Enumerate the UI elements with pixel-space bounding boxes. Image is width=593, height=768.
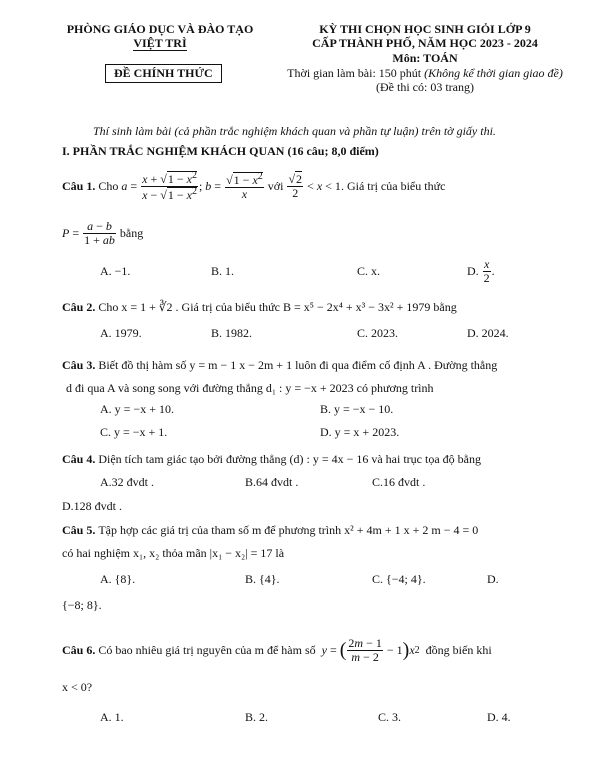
- question-label: Câu 3.: [62, 358, 96, 372]
- option-c: C.16 đvdt .: [372, 475, 426, 489]
- question-1: Câu 1. Cho a = $\frac{x + √1 - x^2}{x - √1 - x^2}$ ; b = $\frac{√1 - x^2}{x}$ với $\frac{√2}{2}$ < x < 1 . Giá trị của biểu thức: [62, 169, 446, 202]
- option-c: C. {−4; 4}.: [372, 572, 426, 586]
- question-text: Có bao nhiêu giá trị nguyên của m để hàm số: [98, 642, 316, 657]
- question-4: [62, 452, 481, 467]
- department-name: PHÒNG GIÁO DỤC VÀ ĐÀO TẠO: [66, 22, 254, 36]
- fraction-p: $\frac{a - b}{1 + ab}$: [84, 218, 115, 247]
- department-city: [60, 36, 260, 51]
- question-label: Câu 1.: [62, 178, 96, 193]
- option-a: A. 1979.: [100, 326, 142, 340]
- option-b: B.64 đvdt .: [245, 475, 299, 489]
- option-d: D.128 đvdt .: [62, 499, 122, 513]
- time-line: [270, 66, 580, 81]
- question-text: Tập hợp các giá trị của tham số m để phương trình x² + 4m + 1 x + 2 m − 4 = 0: [98, 523, 479, 537]
- option-d: D. y = x + 2023.: [320, 425, 400, 439]
- section-title: I. PHẦN TRẮC NGHIỆM KHÁCH QUAN (16 câu; 8,0 điểm): [62, 144, 379, 158]
- option-a: A.32 đvdt .: [100, 475, 154, 489]
- option-d: D. 2024.: [467, 326, 509, 340]
- option-b: B. 1982.: [211, 326, 253, 340]
- exam-title: KỲ THI CHỌN HỌC SINH GIỎI LỚP 9: [319, 22, 531, 36]
- option-b: B. 2.: [245, 710, 269, 724]
- department-city-text: VIỆT TRÌ: [133, 36, 187, 50]
- pages-note: (Đề thi có: 03 trang): [376, 80, 474, 94]
- question-text: Biết đồ thị hàm số y = m − 1 x − 2m + 1 luôn đi qua điểm cố định A . Đường thẳng: [98, 358, 498, 372]
- option-a: A. {8}.: [100, 572, 136, 586]
- question-6-line2: x < 0?: [62, 680, 93, 694]
- fraction-b: $\frac{√1 - x^2}{x}$: [226, 170, 263, 201]
- subject: Môn: TOÁN: [392, 51, 458, 65]
- question-text: B = x⁵ − 2x⁴ + x³ − 3x² + 1979 bằng: [283, 300, 457, 314]
- option-d: D. $\frac{x}{2}$ .: [467, 257, 495, 285]
- option-c: C. x.: [357, 264, 381, 278]
- option-b: B. y = −x − 10.: [320, 402, 394, 416]
- option-d: D.: [487, 572, 499, 586]
- question-2: [62, 300, 457, 315]
- question-text: Cho: [98, 178, 119, 193]
- question-5: [62, 523, 478, 538]
- question-text: bằng: [119, 225, 144, 240]
- option-a: A. −1.: [100, 264, 131, 278]
- option-c: C. 2023.: [357, 326, 399, 340]
- option-c: C. 3.: [378, 710, 402, 724]
- exam-year: CẤP THÀNH PHỐ, NĂM HỌC 2023 - 2024: [312, 36, 538, 50]
- question-text: Cho x = 1 + ∛2 . Giá trị của biểu thức: [98, 300, 280, 314]
- option-b: B. 1.: [211, 264, 235, 278]
- option-b: B. {4}.: [245, 572, 280, 586]
- question-1-expression: P = $\frac{a - b}{1 + ab}$ bằng: [62, 218, 144, 247]
- question-text: đồng biến khi: [425, 642, 492, 657]
- question-label: Câu 2.: [62, 300, 96, 314]
- question-5-line2: có hai nghiệm x₁, x₂ thỏa mãn |x₁ − x₂| = 17 là: [62, 546, 285, 560]
- official-badge: ĐỀ CHÍNH THỨC: [105, 64, 222, 83]
- question-label: Câu 5.: [62, 523, 96, 537]
- option-c: C. y = −x + 1.: [100, 425, 168, 439]
- option-a: A. 1.: [100, 710, 124, 724]
- option-d-label: D.: [467, 263, 479, 278]
- question-3-line2: d đi qua A và song song với đường thẳng d₁ : y = −x + 2023 có phương trình: [66, 381, 434, 395]
- question-text: với: [267, 178, 284, 193]
- question-6: Câu 6. Có bao nhiêu giá trị nguyên của m để hàm số y = ( $\frac{2m - 1}{m - 2}$ − 1 ) x 2 đồng biến khi: [62, 635, 492, 664]
- fraction-a: $\frac{x + √1 - x^2}{x - √1 - x^2}$: [142, 169, 197, 202]
- time-note: (Không kể thời gian giao đề): [424, 66, 563, 80]
- question-3: [62, 358, 497, 373]
- question-label: Câu 6.: [62, 642, 96, 657]
- option-d: D. 4.: [487, 710, 511, 724]
- instruction: Thí sinh làm bài (cả phần trắc nghiệm khách quan và phần tự luận) trên tờ giấy thi.: [93, 124, 496, 138]
- time-text: Thời gian làm bài: 150 phút: [287, 66, 425, 80]
- question-text: Diện tích tam giác tạo bởi đường thẳng (d) : y = 4x − 16 và hai trục tọa độ bằng: [98, 452, 481, 466]
- fraction-sqrt2: $\frac{√2}{2}$: [288, 171, 303, 200]
- option-a: A. y = −x + 10.: [100, 402, 174, 416]
- question-label: Câu 4.: [62, 452, 96, 466]
- question-text: . Giá trị của biểu thức: [340, 178, 446, 193]
- option-d-value: {−8; 8}.: [62, 598, 102, 612]
